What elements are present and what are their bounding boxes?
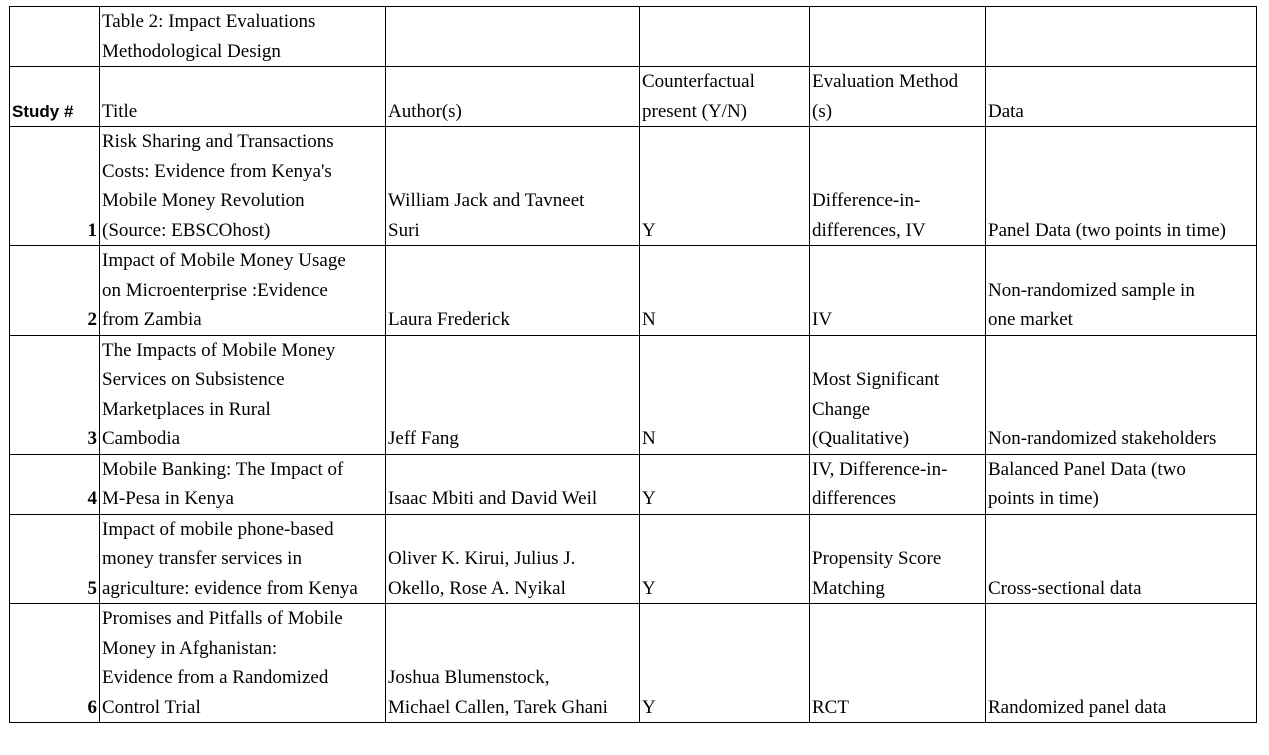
header-data: Data — [986, 67, 1257, 127]
table-row — [10, 127, 1257, 246]
study-method: IV, Difference-in- differences — [810, 454, 986, 514]
study-counterfactual: Y — [640, 604, 810, 723]
study-method: IV — [810, 246, 986, 336]
study-title: Promises and Pitfalls of Mobile Money in Afghanistan: Evidence from a Randomized Control Trial — [100, 604, 386, 723]
header-row — [10, 67, 1257, 127]
study-number: 6 — [10, 604, 100, 723]
study-data: Non-randomized stakeholders — [986, 335, 1257, 454]
header-method: Evaluation Method (s) — [810, 67, 986, 127]
blank-cell — [986, 7, 1257, 67]
study-method: Propensity Score Matching — [810, 514, 986, 604]
study-title: Mobile Banking: The Impact of M-Pesa in Kenya — [100, 454, 386, 514]
study-counterfactual: Y — [640, 514, 810, 604]
study-counterfactual: Y — [640, 127, 810, 246]
study-title: Impact of Mobile Money Usage on Microenterprise :Evidence from Zambia — [100, 246, 386, 336]
header-study: Study # — [10, 67, 100, 127]
table-row — [10, 335, 1257, 454]
header-authors: Author(s) — [386, 67, 640, 127]
study-number: 3 — [10, 335, 100, 454]
table-row — [10, 604, 1257, 723]
study-number: 4 — [10, 454, 100, 514]
study-number: 2 — [10, 246, 100, 336]
blank-cell — [810, 7, 986, 67]
study-authors: William Jack and Tavneet Suri — [386, 127, 640, 246]
study-authors: Jeff Fang — [386, 335, 640, 454]
study-method: Most Significant Change (Qualitative) — [810, 335, 986, 454]
caption-row — [10, 7, 1257, 67]
study-counterfactual: N — [640, 246, 810, 336]
blank-cell — [10, 7, 100, 67]
study-authors: Laura Frederick — [386, 246, 640, 336]
table-row — [10, 246, 1257, 336]
study-data: Panel Data (two points in time) — [986, 127, 1257, 246]
study-title: The Impacts of Mobile Money Services on Subsistence Marketplaces in Rural Cambodia — [100, 335, 386, 454]
blank-cell — [386, 7, 640, 67]
table-row — [10, 514, 1257, 604]
study-data: Cross-sectional data — [986, 514, 1257, 604]
blank-cell — [640, 7, 810, 67]
header-title: Title — [100, 67, 386, 127]
study-authors: Isaac Mbiti and David Weil — [386, 454, 640, 514]
study-title: Impact of mobile phone-based money transfer services in agriculture: evidence from Kenya — [100, 514, 386, 604]
study-data: Balanced Panel Data (two points in time) — [986, 454, 1257, 514]
impact-evaluations-table — [9, 6, 1257, 723]
study-title: Risk Sharing and Transactions Costs: Evidence from Kenya's Mobile Money Revolution (Source: EBSCOhost) — [100, 127, 386, 246]
study-authors: Oliver K. Kirui, Julius J. Okello, Rose A. Nyikal — [386, 514, 640, 604]
study-number: 5 — [10, 514, 100, 604]
study-data: Non-randomized sample in one market — [986, 246, 1257, 336]
study-method: Difference-in- differences, IV — [810, 127, 986, 246]
study-counterfactual: Y — [640, 454, 810, 514]
header-counterfactual: Counterfactual present (Y/N) — [640, 67, 810, 127]
study-method: RCT — [810, 604, 986, 723]
study-data: Randomized panel data — [986, 604, 1257, 723]
study-counterfactual: N — [640, 335, 810, 454]
study-number: 1 — [10, 127, 100, 246]
table-caption: Table 2: Impact Evaluations Methodological Design — [100, 7, 386, 67]
study-authors: Joshua Blumenstock, Michael Callen, Tarek Ghani — [386, 604, 640, 723]
table-row — [10, 454, 1257, 514]
